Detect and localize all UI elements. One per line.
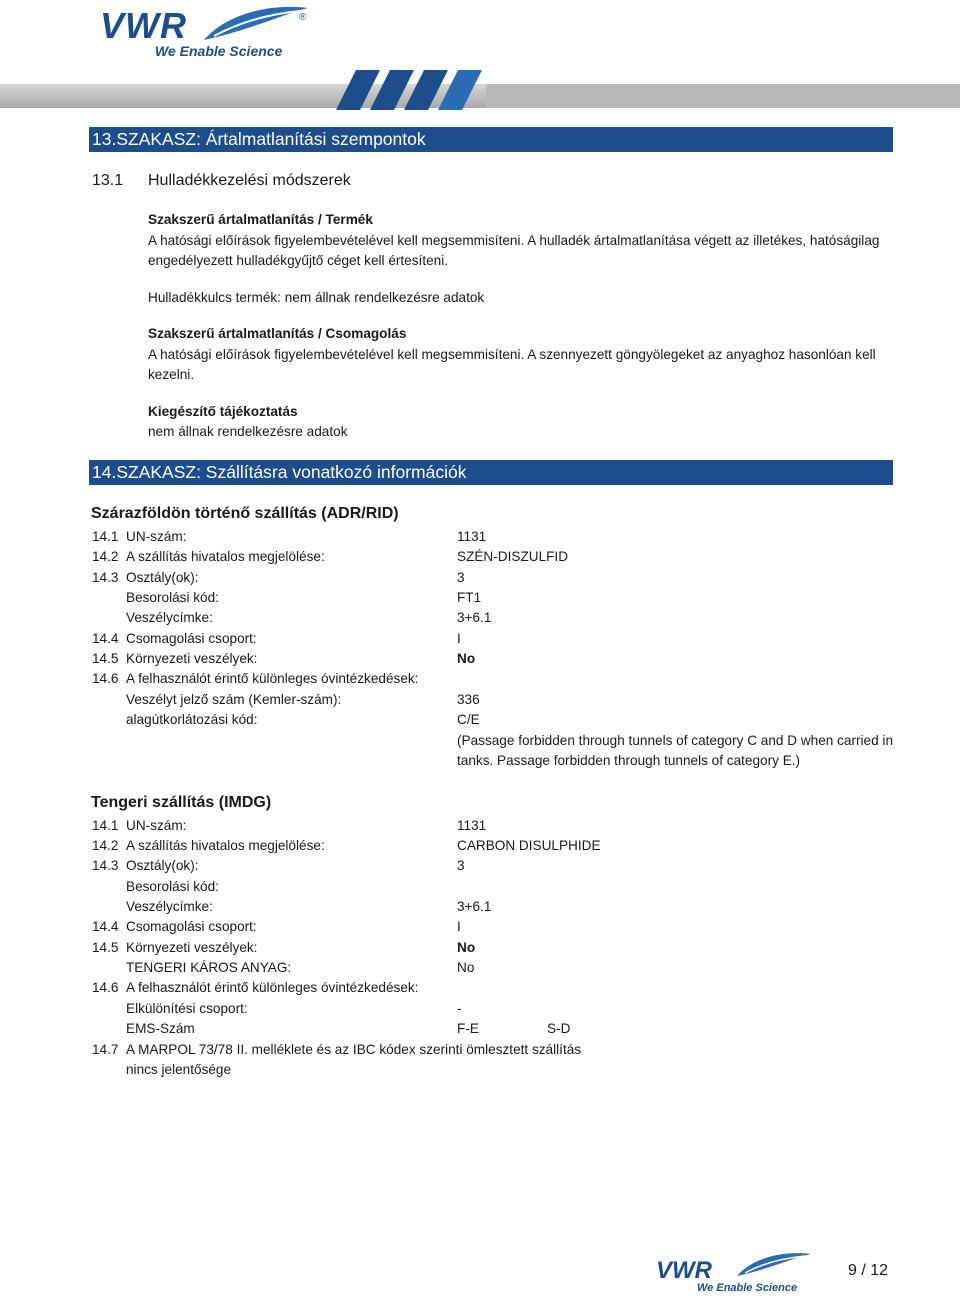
land-transport-heading: Szárazföldön történő szállítás (ADR/RID) bbox=[91, 505, 399, 522]
sea-ems-label: EMS-Szám bbox=[126, 1021, 195, 1036]
land-pack-label: Csomagolási csoport: bbox=[126, 631, 257, 646]
sea-marpol-number: 14.7 bbox=[92, 1042, 119, 1057]
sea-code-label: Besorolási kód: bbox=[126, 879, 219, 894]
land-un-number: 14.1 bbox=[92, 529, 119, 544]
sea-marine-value: No bbox=[457, 960, 475, 975]
packaging-disposal-heading: Szakszerű ártalmatlanítás / Csomagolás bbox=[148, 326, 407, 341]
sea-class-label: Osztály(ok): bbox=[126, 858, 199, 873]
sea-un-value: 1131 bbox=[457, 818, 487, 833]
sea-marine-label: TENGERI KÁROS ANYAG: bbox=[126, 960, 292, 975]
land-prec-label: A felhasználót érintő különleges óvintézkedések: bbox=[126, 671, 419, 686]
sea-pack-value: I bbox=[457, 919, 461, 934]
sea-hazard-label: Veszélycímke: bbox=[126, 899, 213, 914]
sea-marpol-label: A MARPOL 73/78 II. melléklete és az IBC kódex szerinti ömlesztett szállítás bbox=[126, 1042, 582, 1057]
land-pack-value: I bbox=[457, 631, 461, 646]
sea-marpol-value: nincs jelentősége bbox=[126, 1062, 232, 1077]
land-env-number: 14.5 bbox=[92, 651, 119, 666]
land-name-value: SZÉN-DISZULFID bbox=[457, 549, 569, 564]
registered-mark: ® bbox=[299, 12, 307, 23]
sea-un-number: 14.1 bbox=[92, 818, 119, 833]
land-class-label: Osztály(ok): bbox=[126, 570, 199, 585]
sea-prec-label: A felhasználót érintő különleges óvintézkedések: bbox=[126, 980, 419, 995]
footer-vwr-leaf-icon bbox=[735, 1251, 813, 1279]
land-tunnel-label: alagútkorlátozási kód: bbox=[126, 712, 258, 727]
logo-tagline: We Enable Science bbox=[155, 43, 283, 59]
packaging-disposal-text-1: A hatósági előírások figyelembevételével kell megsemmisíteni. A szennyezett göngyölegeket az anyaghoz hasonlóan kell bbox=[148, 347, 876, 362]
land-name-number: 14.2 bbox=[92, 549, 119, 564]
land-tunnel-note-2: tanks. Passage forbidden through tunnels of category E.) bbox=[457, 753, 801, 768]
sea-env-number: 14.5 bbox=[92, 940, 119, 955]
sea-name-value: CARBON DISULPHIDE bbox=[457, 838, 601, 853]
sea-transport-heading: Tengeri szállítás (IMDG) bbox=[91, 794, 272, 811]
land-hazard-label: Veszélycímke: bbox=[126, 610, 213, 625]
sea-un-label: UN-szám: bbox=[126, 818, 187, 833]
section13-title-bar: 13.SZAKASZ: Ártalmatlanítási szempontok bbox=[89, 127, 893, 152]
extra-info-heading: Kiegészítő tájékoztatás bbox=[148, 404, 298, 419]
section13-1-title: Hulladékkezelési módszerek bbox=[148, 172, 351, 189]
section13-1-number: 13.1 bbox=[92, 172, 124, 189]
land-un-label: UN-szám: bbox=[126, 529, 187, 544]
land-code-value: FT1 bbox=[457, 590, 482, 605]
sea-name-number: 14.2 bbox=[92, 838, 119, 853]
logo-text: VWR bbox=[100, 5, 187, 46]
land-env-value: No bbox=[457, 651, 476, 666]
land-class-number: 14.3 bbox=[92, 570, 119, 585]
footer-logo-tagline: We Enable Science bbox=[697, 1282, 798, 1294]
footer-logo-text: VWR bbox=[656, 1257, 712, 1284]
section14-title-bar: 14.SZAKASZ: Szállításra vonatkozó információk bbox=[89, 460, 893, 485]
packaging-disposal-text-2: kezelni. bbox=[148, 367, 195, 382]
sea-class-value: 3 bbox=[457, 858, 465, 873]
page-number: 9 / 12 bbox=[848, 1262, 889, 1279]
sea-env-label: Környezeti veszélyek: bbox=[126, 940, 258, 955]
sea-pack-number: 14.4 bbox=[92, 919, 119, 934]
land-tunnel-note-1: (Passage forbidden through tunnels of category C and D when carried in bbox=[457, 733, 894, 748]
land-name-label: A szállítás hivatalos megjelölése: bbox=[126, 549, 325, 564]
product-disposal-text-1: A hatósági előírások figyelembevételével kell megsemmisíteni. A hulladék ártalmatlanítása végett az illetékes, hatóságilag bbox=[148, 233, 880, 248]
land-kemler-label: Veszélyt jelző szám (Kemler-szám): bbox=[126, 692, 342, 707]
land-class-value: 3 bbox=[457, 570, 465, 585]
land-tunnel-value: C/E bbox=[457, 712, 480, 727]
land-un-value: 1131 bbox=[457, 529, 487, 544]
product-disposal-heading: Szakszerű ártalmatlanítás / Termék bbox=[148, 212, 373, 227]
sea-prec-number: 14.6 bbox=[92, 980, 119, 995]
vwr-leaf-icon bbox=[200, 4, 312, 44]
sea-pack-label: Csomagolási csoport: bbox=[126, 919, 257, 934]
extra-info-text: nem állnak rendelkezésre adatok bbox=[148, 424, 348, 439]
sea-seg-label: Elkülönítési csoport: bbox=[126, 1001, 248, 1016]
land-env-label: Környezeti veszélyek: bbox=[126, 651, 258, 666]
waste-key: Hulladékkulcs termék: nem állnak rendelkezésre adatok bbox=[148, 290, 485, 305]
land-hazard-value: 3+6.1 bbox=[457, 610, 492, 625]
land-pack-number: 14.4 bbox=[92, 631, 119, 646]
sea-ems-value-1: F-E bbox=[457, 1021, 479, 1036]
land-prec-number: 14.6 bbox=[92, 671, 119, 686]
sea-seg-value: - bbox=[457, 1001, 462, 1016]
header-chevron-pattern bbox=[336, 70, 960, 110]
land-code-label: Besorolási kód: bbox=[126, 590, 219, 605]
sea-hazard-value: 3+6.1 bbox=[457, 899, 492, 914]
sea-name-label: A szállítás hivatalos megjelölése: bbox=[126, 838, 325, 853]
sea-ems-value-2: S-D bbox=[547, 1021, 571, 1036]
sea-env-value: No bbox=[457, 940, 476, 955]
land-kemler-value: 336 bbox=[457, 692, 480, 707]
sea-class-number: 14.3 bbox=[92, 858, 119, 873]
product-disposal-text-2: engedélyezett hulladékgyűjtő céget kell értesíteni. bbox=[148, 253, 449, 268]
